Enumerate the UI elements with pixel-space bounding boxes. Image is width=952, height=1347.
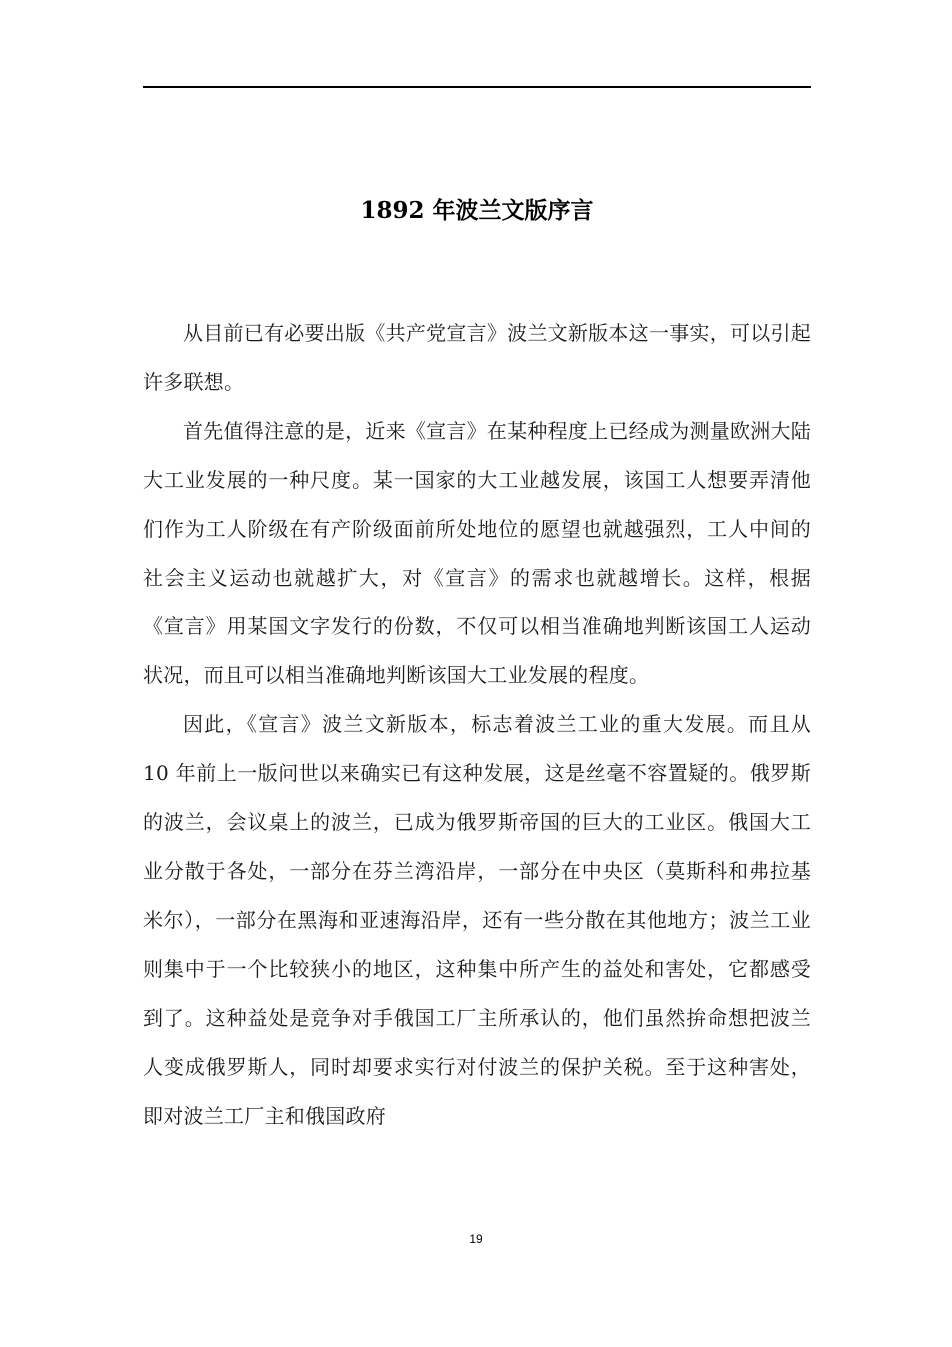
paragraph-1: 从目前已有必要出版《共产党宣言》波兰文新版本这一事实，可以引起许多联想。 — [143, 321, 811, 394]
paragraph-2: 首先值得注意的是，近来《宣言》在某种程度上已经成为测量欧洲大陆大工业发展的一种尺度。某一国家的大工业越发展，该国工人想要弄清他们作为工人阶级在有产阶级面前所处地位的愿望也就越强烈，工人中间的社会主义运动也就越扩大，对《宣言》的需求也就越增长。这样，根据《宣言》用某国文字发行的份数，不仅可以相当准确地判断该国工人运动状况，而且可以相当准确地判断该国大工业发展的程度。 — [143, 418, 811, 688]
page-title: 1892 年波兰文版序言 — [360, 197, 594, 224]
page-number: 19 — [469, 1232, 483, 1246]
paragraph-3: 因此，《宣言》波兰文新版本，标志着波兰工业的重大发展。而且从 10 年前上一版问世以来确实已有这种发展，这是丝毫不容置疑的。俄罗斯的波兰，会议桌上的波兰，已成为俄罗斯帝国的巨大的工业区。俄国大工业分散于各处，一部分在芬兰湾沿岸，一部分在中央区（莫斯科和弗拉基米尔），一部分在黑海和亚速海沿岸，还有一些分散在其他地方；波兰工业则集中于一个比较狭小的地区，这种集中所产生的益处和害处，它都感受到了。这种益处是竞争对手俄国工厂主所承认的，他们虽然拚命想把波兰人变成俄罗斯人，同时却要求实行对付波兰的保护关税。至于这种害处，即对波兰工厂主和俄国政府 — [143, 712, 811, 1128]
body-text — [143, 309, 811, 1140]
header-rule — [143, 86, 811, 88]
